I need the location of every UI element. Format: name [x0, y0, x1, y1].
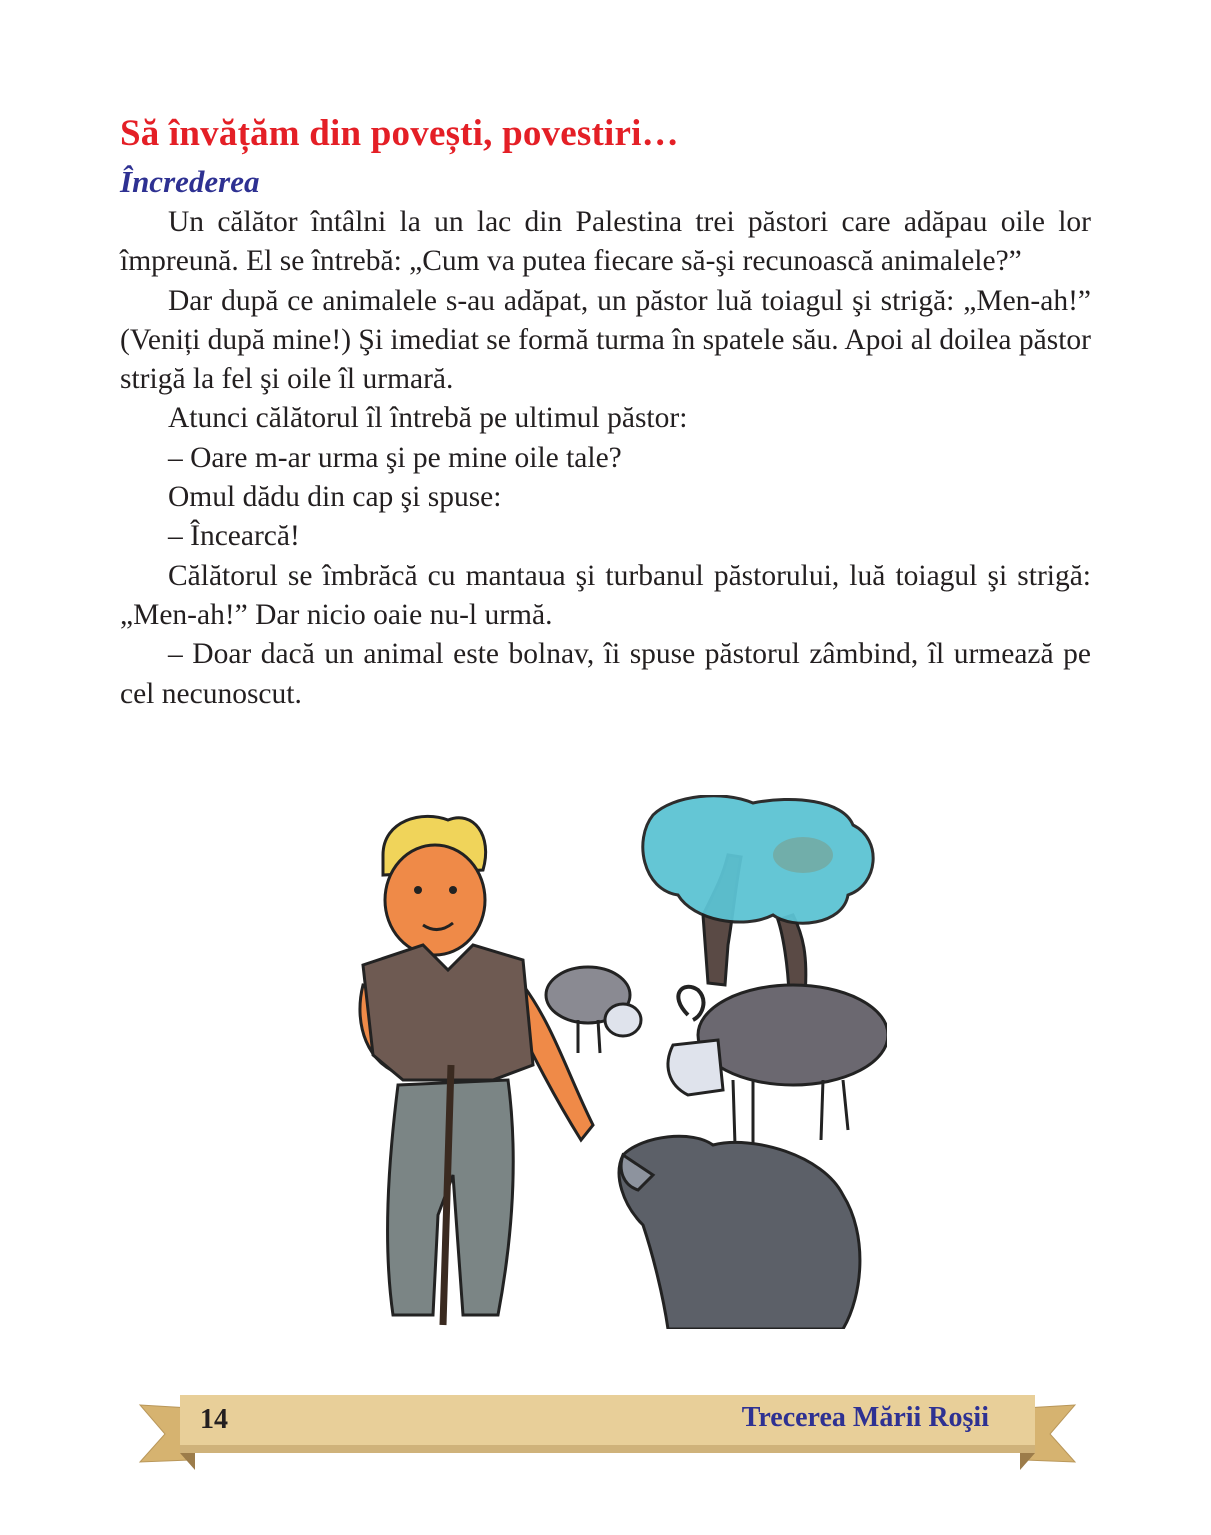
small-sheep	[546, 967, 641, 1053]
story-paragraph: Atunci călătorul îl întrebă pe ultimul păstor:	[168, 402, 688, 435]
story-title: Încrederea	[120, 164, 260, 199]
story-paragraph: Un călător întâlni la un lac din Palestina trei păstori care adăpau oile lor împreună. El se întrebă: „Cum va putea fiecare să-şi recunoască animalele?”	[120, 206, 1091, 278]
page-number: 14	[200, 1404, 228, 1435]
shepherd-illustration	[323, 795, 887, 1329]
dark-sheep	[619, 1136, 860, 1329]
story-paragraph: Omul dădu din cap şi spuse:	[168, 481, 502, 514]
story-paragraph: Călătorul se îmbrăcă cu mantaua şi turbanul păstorului, luă toiagul şi strigă: „Men-ah!” Dar nicio oaie nu-l urmă.	[120, 559, 1091, 631]
section-title: Să învățăm din povești, povestiri…	[120, 113, 679, 154]
ram	[668, 985, 887, 1145]
running-title: Trecerea Mării Roşii	[741, 1402, 989, 1433]
story-text	[120, 203, 1091, 714]
dialog-line: – Doar dacă un animal este bolnav, îi spuse păstorul zâmbind, îl urmează pe cel necunoscut.	[120, 638, 1091, 710]
shepherd-figure	[360, 816, 593, 1325]
story-paragraph: Dar după ce animalele s-au adăpat, un păstor luă toiagul şi strigă: „Men-ah!” (Veniți după mine!) Şi imediat se formă turma în spatele său. Apoi al doilea păstor strigă la fel şi oile îl urmară.	[120, 284, 1091, 396]
dialog-line: – Oare m-ar urma şi pe mine oile tale?	[168, 441, 622, 474]
dialog-line: – Încearcă!	[168, 520, 300, 553]
trees	[643, 796, 873, 995]
